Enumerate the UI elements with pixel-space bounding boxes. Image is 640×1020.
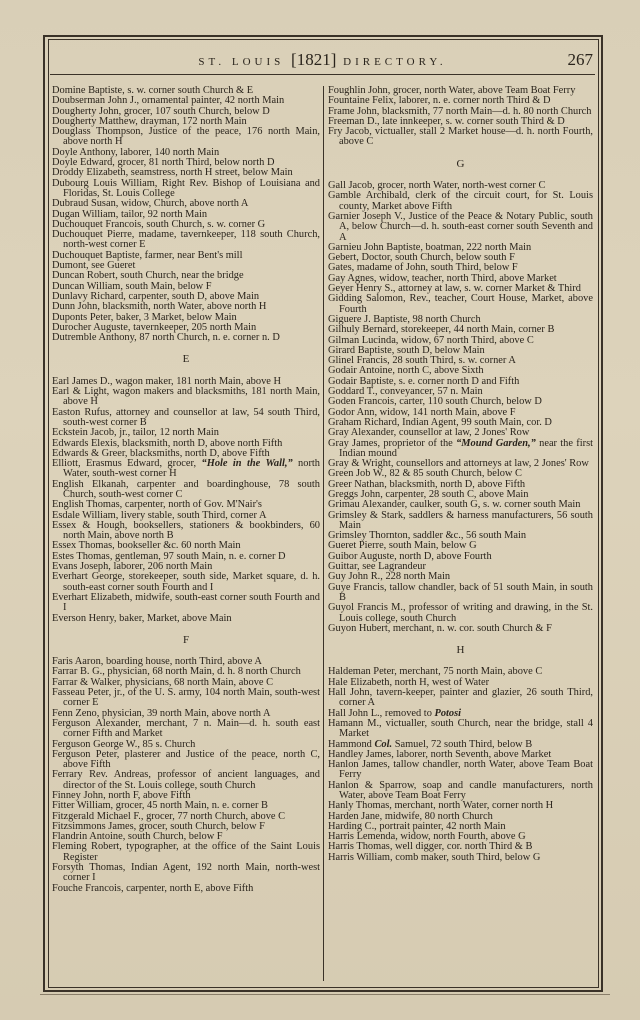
directory-entry: Dunn John, blacksmith, north Water, above north H — [52, 301, 267, 313]
directory-entry: Gay Agnes, widow, teacher, north Third, above Market — [328, 272, 557, 284]
directory-entry: Fasseau Peter, jr., of the U. S. army, 104 north Main, south-west corner E — [52, 687, 320, 709]
directory-entry: Dougherty Matthew, drayman, 172 north Main — [52, 115, 247, 127]
directory-entry: Garnier Joseph V., Justice of the Peace & Notary Public, south A, below Church—d. h. south-east corner south Seventh and A — [328, 210, 593, 243]
directory-entry: Green Job W., 82 & 85 south Church, below C — [328, 468, 522, 480]
entry-text-continued: near the first Indian mound — [339, 437, 594, 459]
directory-entry: Harding C., portrait painter, 42 north Main — [328, 820, 506, 832]
directory-entry: Harden Jane, midwife, 80 north Church — [328, 810, 493, 822]
directory-entry: Hall John, tavern-keeper, painter and glazier, 26 south Third, corner A — [328, 687, 593, 709]
directory-entry: Gates, madame of John, south Third, below F — [328, 262, 518, 274]
directory-entry: Fouche Francois, carpenter, north E, above Fifth — [52, 882, 254, 894]
entry-text: Hammond — [328, 738, 375, 750]
directory-entry: Glinel Francis, 28 south Third, s. w. corner A — [328, 355, 516, 367]
section-letter: H — [456, 644, 465, 657]
directory-entry: Hanly Thomas, merchant, north Water, corner north H — [328, 800, 554, 812]
directory-entry: Essex Thomas, bookseller &c. 60 north Main — [52, 540, 241, 552]
directory-entry: Flandrin Antoine, south Church, below F — [52, 831, 223, 843]
directory-entry: Forsyth Thomas, Indian Agent, 192 north Main, north-west corner I — [52, 862, 320, 884]
entry-text-continued: Samuel, 72 south Third, below B — [392, 738, 533, 750]
directory-entry — [328, 439, 593, 460]
right-column — [328, 86, 593, 863]
directory-entry: Gilman Lucinda, widow, 67 north Third, above C — [328, 334, 534, 346]
directory-entry: Ferguson Alexander, merchant, 7 n. Main—d. h. south east corner Fifth and Market — [52, 717, 320, 740]
directory-entry: Guibor Auguste, north D, above Fourth — [328, 550, 492, 562]
directory-entry: Fitzgerald Michael F., grocer, 77 north Church, above C — [52, 810, 286, 822]
directory-entry: Everhart Elizabeth, midwife, south-east corner south Fourth and I — [52, 591, 320, 614]
directory-entry: Gilhuly Bernard, storekeeper, 44 north Main, corner B — [328, 324, 555, 336]
directory-entry: Godair Antoine, north C, above Sixth — [328, 365, 484, 377]
directory-entry: Freeman D., late innkeeper, s. w. corner south Third & D — [328, 115, 565, 127]
directory-entry — [52, 459, 320, 480]
directory-entry: Grimsley & Stark, saddlers & harness manufacturers, 56 south Main — [328, 509, 593, 531]
directory-entry: Harris Lemenda, widow, north Fourth, above G — [328, 831, 526, 843]
directory-entry: Duponts Peter, baker, 3 Market, below Main — [52, 311, 237, 323]
directory-entry: Handley James, laborer, north Seventh, above Market — [328, 748, 552, 760]
directory-entry: Duchouquet Baptiste, farmer, near Bent's mill — [52, 249, 243, 261]
section-letter: E — [182, 353, 190, 366]
directory-entry: Grimau Alexander, caulker, south G, s. w. corner south Main — [328, 499, 581, 511]
directory-entry: Goddard T., conveyancer, 57 n. Main — [328, 386, 483, 398]
directory-entry: Fitzsimmons James, grocer, south Church, below F — [52, 820, 265, 832]
directory-entry: Esdale William, livery stable, south Third, corner A — [52, 509, 267, 521]
directory-entry: Greer Nathan, blacksmith, north D, above Fifth — [328, 478, 526, 490]
entry-italic-text: “Hole in the Wall,” — [201, 458, 293, 470]
entry-italic-text: Col. — [374, 738, 393, 750]
directory-entry: Garnieu John Baptiste, boatman, 222 north Main — [328, 241, 532, 253]
directory-entry: English Thomas, carpenter, north of Gov. M'Nair's — [52, 499, 262, 511]
directory-entry: Doubserman John J., ornamental painter, 42 north Main — [52, 95, 285, 107]
directory-entry: Guye Francis, tallow chandler, back of 51 south Main, in south B — [328, 581, 593, 603]
directory-entry: Douglass Thompson, Justice of the peace, 176 north Main, above north H — [52, 126, 320, 148]
running-header — [50, 46, 595, 75]
directory-entry: Guittar, see Lagrandeur — [328, 561, 426, 573]
directory-entry: Gueret Pierre, south Main, below G — [328, 540, 477, 552]
directory-entry: Gebert, Doctor, south Church, below south F — [328, 252, 515, 264]
directory-entry: Dumont, see Gueret — [52, 260, 136, 272]
directory-entry: Farrar & Walker, physicians, 68 north Main, above C — [52, 676, 274, 688]
directory-entry: Harris William, comb maker, south Third, below G — [328, 851, 541, 863]
directory-entry: Domine Baptiste, s. w. corner south Church & E — [52, 85, 254, 96]
directory-entry: Hanlon James, tallow chandler, north Water, above Team Boat Ferry — [328, 759, 593, 781]
directory-entry: Farrar B. G., physician, 68 north Main, d. h. 8 north Church — [52, 666, 301, 678]
directory-entry: Guyon Hubert, merchant, n. w. cor. south Church & F — [328, 622, 552, 634]
entry-italic-text: Potosi — [434, 707, 462, 719]
directory-entry: Grimsley Thornton, saddler &c., 56 south Main — [328, 530, 527, 542]
column-divider — [323, 86, 324, 981]
entry-text: Hall John L., removed to — [328, 707, 435, 719]
directory-entry: Dunlavy Richard, carpenter, south D, above Main — [52, 290, 260, 302]
directory-entry: Foughlin John, grocer, north Water, above Team Boat Ferry — [328, 85, 576, 96]
directory-entry: Everson Henry, baker, Market, above Main — [52, 612, 232, 624]
directory-entry: Graham Richard, Indian Agent, 99 south Main, cor. D — [328, 416, 552, 428]
directory-entry: Eckstein Jacob, jr., tailor, 12 north Main — [52, 427, 219, 439]
directory-entry: Dougherty John, grocer, 107 south Church, below D — [52, 105, 270, 117]
directory-entry: Fountaine Felix, laborer, n. e. corner north Third & D — [328, 95, 551, 107]
directory-entry: Earl James D., wagon maker, 181 north Main, above H — [52, 375, 281, 387]
directory-entry: Dubraud Susan, widow, Church, above north A — [52, 198, 249, 210]
directory-entry: Godor Ann, widow, 141 north Main, above F — [328, 406, 516, 418]
directory-entry: Ferguson George W., 85 s. Church — [52, 738, 196, 750]
directory-entry: Ferguson Peter, plasterer and Justice of the peace, north C, above Fifth — [52, 748, 320, 771]
directory-entry: Gamble Archibald, clerk of the circuit court, for St. Louis county, Market above Fifth — [328, 190, 593, 212]
entry-text: Gray James, proprietor of the — [328, 437, 457, 449]
directory-entry: Everhart George, storekeeper, south side, Market square, d. h. south-east corner south Fourth and I — [52, 571, 320, 593]
header-title — [50, 50, 595, 70]
directory-entry: Duncan William, south Main, below F — [52, 280, 212, 292]
directory-entry: Estes Thomas, gentleman, 97 south Main, n. e. corner D — [52, 550, 286, 562]
header-directory: DIRECTORY. — [343, 56, 447, 68]
directory-entry: Doyle Anthony, laborer, 140 north Main — [52, 146, 220, 158]
directory-entry: Hanlon & Sparrow, soap and candle manufacturers, north Water, above Team Boat Ferry — [328, 779, 593, 801]
directory-entry: Dutremble Anthony, 87 north Church, n. e. corner n. D — [52, 332, 280, 344]
directory-entry: Godair Baptiste, s. e. corner north D and Fifth — [328, 375, 520, 387]
directory-entry: Greggs John, carpenter, 28 south C, above Main — [328, 488, 529, 500]
directory-entry: Dubourg Louis William, Right Rev. Bishop of Louisiana and Floridas, St. Louis College — [52, 177, 320, 199]
directory-entry: Guyol Francis M., professor of writing and drawing, in the St. Louis college, south Church — [328, 602, 593, 624]
directory-entry: Droddy Elizabeth, seamstress, north H street, below Main — [52, 167, 293, 179]
directory-entry: Essex & Hough, booksellers, stationers & bookbinders, 60 north Main, above north B — [52, 519, 320, 542]
header-year: [1821] — [291, 50, 337, 69]
directory-entry: Haldeman Peter, merchant, 75 north Main, above C — [328, 666, 543, 678]
left-column — [52, 86, 320, 894]
header-city: ST. LOUIS — [198, 56, 285, 68]
directory-entry: Durocher Auguste, tavernkeeper, 205 north Main — [52, 321, 257, 333]
directory-entry: Frame John, blacksmith, 77 north Main—d. h. 80 north Church — [328, 105, 592, 117]
directory-entry: Ferrary Rev. Andreas, professor of ancient languages, and director of the St. Louis college, south Church — [52, 769, 320, 791]
directory-entry: Evans Joseph, laborer, 206 north Main — [52, 561, 213, 573]
section-letter: G — [456, 157, 465, 170]
directory-entry: Faris Aaron, boarding house, north Third, above A — [52, 656, 262, 668]
directory-entry: Earl & Light, wagon makers and blacksmiths, 181 north Main, above H — [52, 386, 320, 408]
directory-entry: English Elkanah, carpenter and boardinghouse, 78 south Church, south-west corner C — [52, 478, 320, 500]
directory-entry: Guy John R., 228 north Main — [328, 571, 451, 583]
entry-text-continued: north Water, south-west corner H — [63, 458, 320, 480]
page-number: 267 — [567, 50, 593, 69]
directory-entry: Fleming Robert, typographer, at the office of the Saint Louis Register — [52, 841, 320, 863]
directory-entry: Fry Jacob, victualler, stall 2 Market house—d. h. north Fourth, above C — [328, 126, 593, 148]
bottom-edge — [40, 994, 610, 995]
directory-entry: Gray & Wright, counsellors and attorneys at law, 2 Jones' Row — [328, 458, 589, 470]
directory-entry: Fenn Zeno, physician, 39 north Main, above north A — [52, 707, 271, 719]
directory-entry: Duchouquet Pierre, madame, tavernkeeper, 118 south Church, north-west corner E — [52, 229, 320, 251]
directory-entry: Fitter William, grocer, 45 north Main, n. e. corner B — [52, 800, 268, 812]
directory-entry: Gray Alexander, counsellor at law, 2 Jones' Row — [328, 427, 530, 439]
entry-italic-text: “Mound Garden,” — [456, 437, 536, 449]
directory-entry: Giguere J. Baptiste, 98 north Church — [328, 313, 481, 325]
directory-entry: Goden Francois, carter, 110 south Church, below D — [328, 396, 542, 408]
directory-entry: Hamann M., victualler, south Church, near the bridge, stall 4 Market — [328, 717, 593, 740]
directory-entry: Geyer Henry S., attorney at law, s. w. corner Market & Third — [328, 283, 581, 295]
directory-entry: Girard Baptiste, south D, below Main — [328, 344, 485, 356]
section-letter: F — [182, 633, 190, 646]
directory-entry: Finney John, north F, above Fifth — [52, 790, 191, 801]
directory-entry: Harris Thomas, well digger, cor. north Third & B — [328, 841, 533, 853]
directory-entry: Hale Elizabeth, north H, west of Water — [328, 676, 490, 688]
directory-entry: Dugan William, tailor, 92 north Main — [52, 208, 208, 220]
directory-entry: Doyle Edward, grocer, 81 north Third, below north D — [52, 157, 275, 169]
entry-text: Elliott, Erasmus Edward, grocer, — [52, 458, 202, 470]
directory-entry: Gidding Salomon, Rev., teacher, Court House, Market, above Fourth — [328, 293, 593, 315]
directory-entry: Easton Rufus, attorney and counsellor at law, 54 south Third, south-west corner B — [52, 406, 320, 428]
directory-entry: Gall Jacob, grocer, north Water, north-west corner C — [328, 180, 546, 192]
directory-entry: Duncan Robert, south Church, near the bridge — [52, 270, 244, 282]
directory-entry: Duchouquet Francois, south Church, s. w. corner G — [52, 218, 266, 230]
directory-entry: Edwards Elexis, blacksmith, north D, above north Fifth — [52, 437, 283, 449]
directory-entry: Edwards & Greer, blacksmiths, north D, above Fifth — [52, 447, 270, 459]
